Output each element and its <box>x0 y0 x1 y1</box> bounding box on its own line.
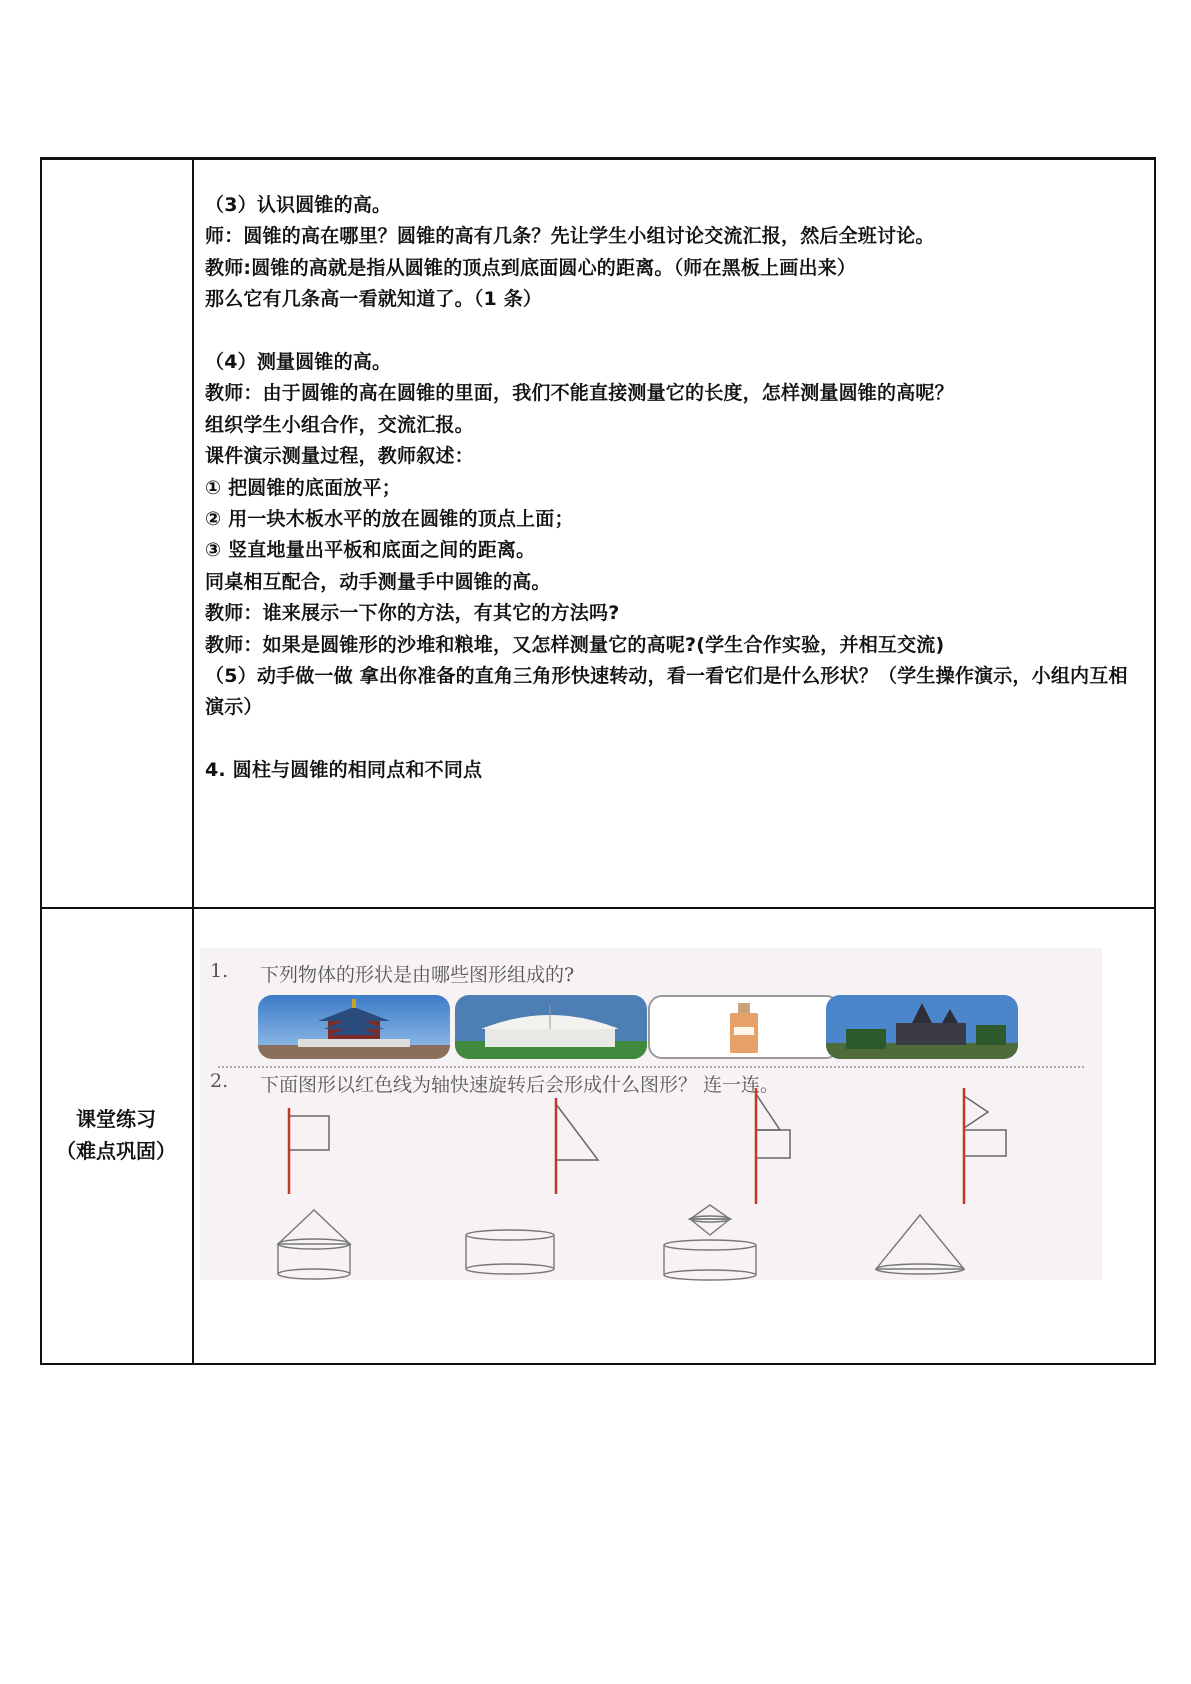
figure-axis-triangle-on-rectangle <box>954 1088 1014 1208</box>
row-label-line1: 课堂练习 <box>76 1107 156 1131</box>
castle-photo <box>826 995 1018 1059</box>
solid-cone-on-cylinder <box>270 1208 360 1288</box>
figure-axis-triangle-rectangle <box>746 1088 806 1208</box>
text-line: （5）动手做一做 拿出你准备的直角三角形快速转动，看一看它们是什么形状？（学生操作演示，小组内互相演示） <box>205 665 1128 719</box>
text-line: 教师:圆锥的高就是指从圆锥的顶点到底面圆心的距离。（师在黑板上画出来） <box>205 256 857 279</box>
question-2-number: 2. <box>210 1070 229 1092</box>
perfume-photo <box>648 995 840 1059</box>
text-line: 教师：谁来展示一下你的方法，有其它的方法吗? <box>205 602 620 625</box>
text-line: 师：圆锥的高在哪里？圆锥的高有几条？先让学生小组讨论交流汇报，然后全班讨论。 <box>205 225 935 248</box>
question-2-text: 下面图形以红色线为轴快速旋转后会形成什么图形？ 连一连。 <box>260 1074 780 1096</box>
text-line: ③ 竖直地量出平板和底面之间的距离。 <box>205 539 536 562</box>
temple-photo <box>258 995 450 1059</box>
text-line: 4. 圆柱与圆锥的相同点和不同点 <box>205 759 483 782</box>
row-label-line2: （难点巩固） <box>56 1139 176 1163</box>
question-1-number: 1. <box>210 960 229 982</box>
figure-axis-triangle <box>546 1098 606 1198</box>
figure-axis-rectangle <box>282 1108 342 1198</box>
lesson-content <box>205 190 1145 787</box>
exercise-image <box>200 948 1102 1280</box>
divider-line <box>218 1066 1084 1068</box>
text-line: 课件演示测量过程，教师叙述： <box>205 445 474 468</box>
text-line: 教师：如果是圆锥形的沙堆和粮堆，又怎样测量它的高呢?(学生合作实验，并相互交流) <box>205 633 945 656</box>
solid-cylinder <box>462 1223 562 1283</box>
text-line: ① 把圆锥的底面放平； <box>205 476 401 499</box>
text-line: 那么它有几条高一看就知道了。（1 条） <box>205 288 543 311</box>
yurt-photo <box>455 995 647 1059</box>
table-row-divider <box>40 907 1156 909</box>
solid-cone <box>872 1213 972 1283</box>
text-line: ② 用一块木板水平的放在圆锥的顶点上面； <box>205 508 574 531</box>
text-line: （4）测量圆锥的高。 <box>205 351 392 374</box>
text-line: （3）认识圆锥的高。 <box>205 194 392 216</box>
text-line: 同桌相互配合，动手测量手中圆锥的高。 <box>205 570 551 593</box>
row-label <box>40 1103 192 1167</box>
solid-double-cone-on-cylinder <box>658 1203 768 1293</box>
table-column-divider <box>192 157 194 1365</box>
text-line: 教师：由于圆锥的高在圆锥的里面，我们不能直接测量它的长度，怎样测量圆锥的高呢？ <box>205 382 954 405</box>
question-1-text: 下列物体的形状是由哪些图形组成的? <box>260 964 575 986</box>
text-line: 组织学生小组合作，交流汇报。 <box>205 413 474 436</box>
